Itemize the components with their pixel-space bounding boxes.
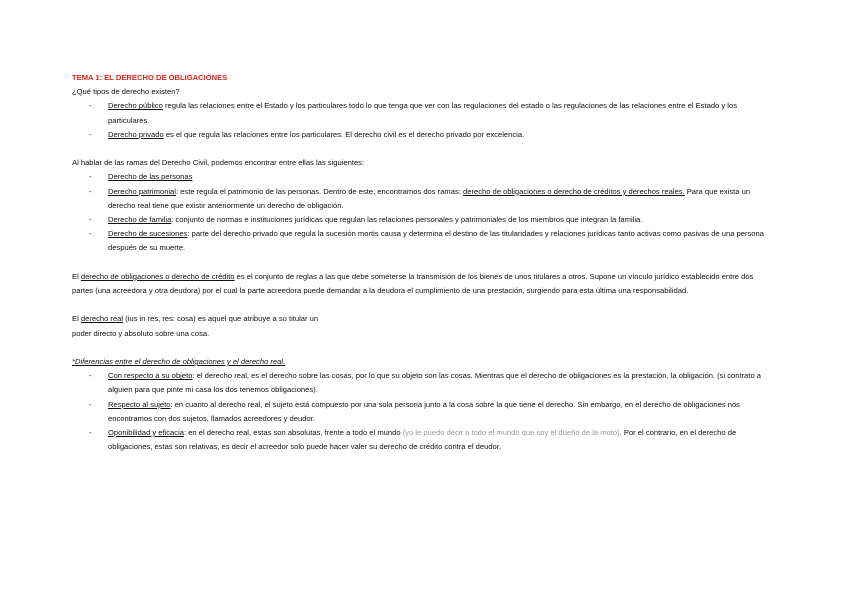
definition-text: (ius in res, res: cosa) es aquel que atribuye a su titular un <box>123 314 319 324</box>
list-item <box>108 398 772 426</box>
diferencias-heading: *Diferencias entre el derecho de obligaciones y el derecho real. <box>72 357 286 366</box>
list-item <box>108 369 772 397</box>
gray-example-text: (yo le puedo decir a todo el mundo que soy el dueño de la moto) <box>402 428 620 438</box>
term-derecho-real: derecho real <box>80 314 124 324</box>
definition-text: Para que exista un derecho real tiene que existir anteriormente un derecho de obligación. <box>108 186 751 210</box>
obligaciones-paragraph <box>72 270 772 298</box>
definition-text: poder directo y absoluto sobre una cosa. <box>72 328 210 338</box>
definition-text: : el derecho real, es el derecho sobre las cosas, por lo que su objeto son las cosas. Mientras que el derecho de obligaciones es la prestación, la obligación. (si contrato a alguien para que pinte mi casa los dos tenemos obligaciones). <box>108 371 762 395</box>
definition-text: es el que regula las relaciones entre los particulares. El derecho civil es el derecho privado por excelencia. <box>163 129 525 139</box>
definition-text: es el conjunto de reglas a las que debe someterse la transmisión de los bienes de unos titulares a otros. Supone un vínculo jurídico establecido entre dos partes (una acreedora y otra deudora) por el cual la parte acreedora puede demandar a la deudora el cumplimiento de una prestación, surgiendo para esta última una responsabilidad. <box>72 271 754 296</box>
ramas-intro: Al hablar de las ramas del Derecho Civil, podemos encontrar entre ellas las siguientes: <box>72 158 365 168</box>
paragraph-lead: El <box>72 271 81 281</box>
definition-text: : conjunto de normas e instituciones jurídicas que regulan las relaciones personales y patrimoniales de los miembros que integran la familia. <box>171 215 643 225</box>
document-title: TEMA 1: EL DERECHO DE OBLIGACIONES <box>72 73 228 82</box>
paragraph-lead: El <box>72 314 81 324</box>
real-paragraph <box>72 312 772 340</box>
list-item <box>108 99 772 127</box>
term-sujeto: Respecto al sujeto <box>108 399 171 409</box>
term-derecho-sucesiones: Derecho de sucesiones <box>108 229 188 239</box>
definition-text: : en cuanto al derecho real, el sujeto está compuesto por una sola persona junto a la cosa sobre la que tiene el derecho. Sin embargo, en el derecho de obligaciones nos encontramos con dos sujetos, llamados acreedores y deudor. <box>108 399 740 423</box>
definition-text: : parte del derecho privado que regula la sucesión mortis causa y determina el destino de las titularidades y relaciones jurídicas tanto activas como pasivas de una persona después de su muerte. <box>108 229 764 253</box>
term-derecho-familia: Derecho de familia <box>108 215 172 225</box>
term-objeto: Con respecto a su objeto <box>108 371 193 381</box>
list-item <box>108 170 772 184</box>
list-item <box>108 426 772 454</box>
diferencias-list <box>72 369 772 454</box>
definition-text: regula las relaciones entre el Estado y los particulares todo lo que tenga que ver con las regulaciones del estado o las regulaciones de las relaciones entre el Estado y los particulares. <box>108 101 737 125</box>
list-item <box>108 213 772 227</box>
term-oponibilidad: Oponibilidad y eficacia <box>108 428 184 438</box>
list-item <box>108 128 772 142</box>
term-derecho-patrimonial: Derecho patrimonial <box>108 186 176 196</box>
term-derecho-personas: Derecho de las personas <box>108 172 193 182</box>
question-heading: ¿Qué tipos de derecho existen? <box>72 87 180 97</box>
ramas-list <box>72 170 772 255</box>
term-obligaciones-reales: derecho de obligaciones o derecho de créditos y derechos reales. <box>463 186 685 196</box>
term-derecho-obligaciones: derecho de obligaciones o derecho de crédito <box>80 271 235 281</box>
document-body <box>72 71 772 454</box>
definition-text: : este regula el patrimonio de las personas. Dentro de este, encontramos dos ramas: <box>175 186 463 196</box>
list-item <box>108 185 772 213</box>
tipos-list <box>72 99 772 142</box>
definition-text: . Por el contrario, en el derecho de obligaciones, estas son relativas, es decir el acreedor solo puede hacer valer su derecho de crédito contra el deudor. <box>108 428 737 452</box>
definition-text: : en el derecho real, estas son absolutas, frente a todo el mundo <box>183 428 403 438</box>
list-item <box>108 227 772 255</box>
term-derecho-publico: Derecho público <box>108 101 163 111</box>
term-derecho-privado: Derecho privado <box>108 129 164 139</box>
